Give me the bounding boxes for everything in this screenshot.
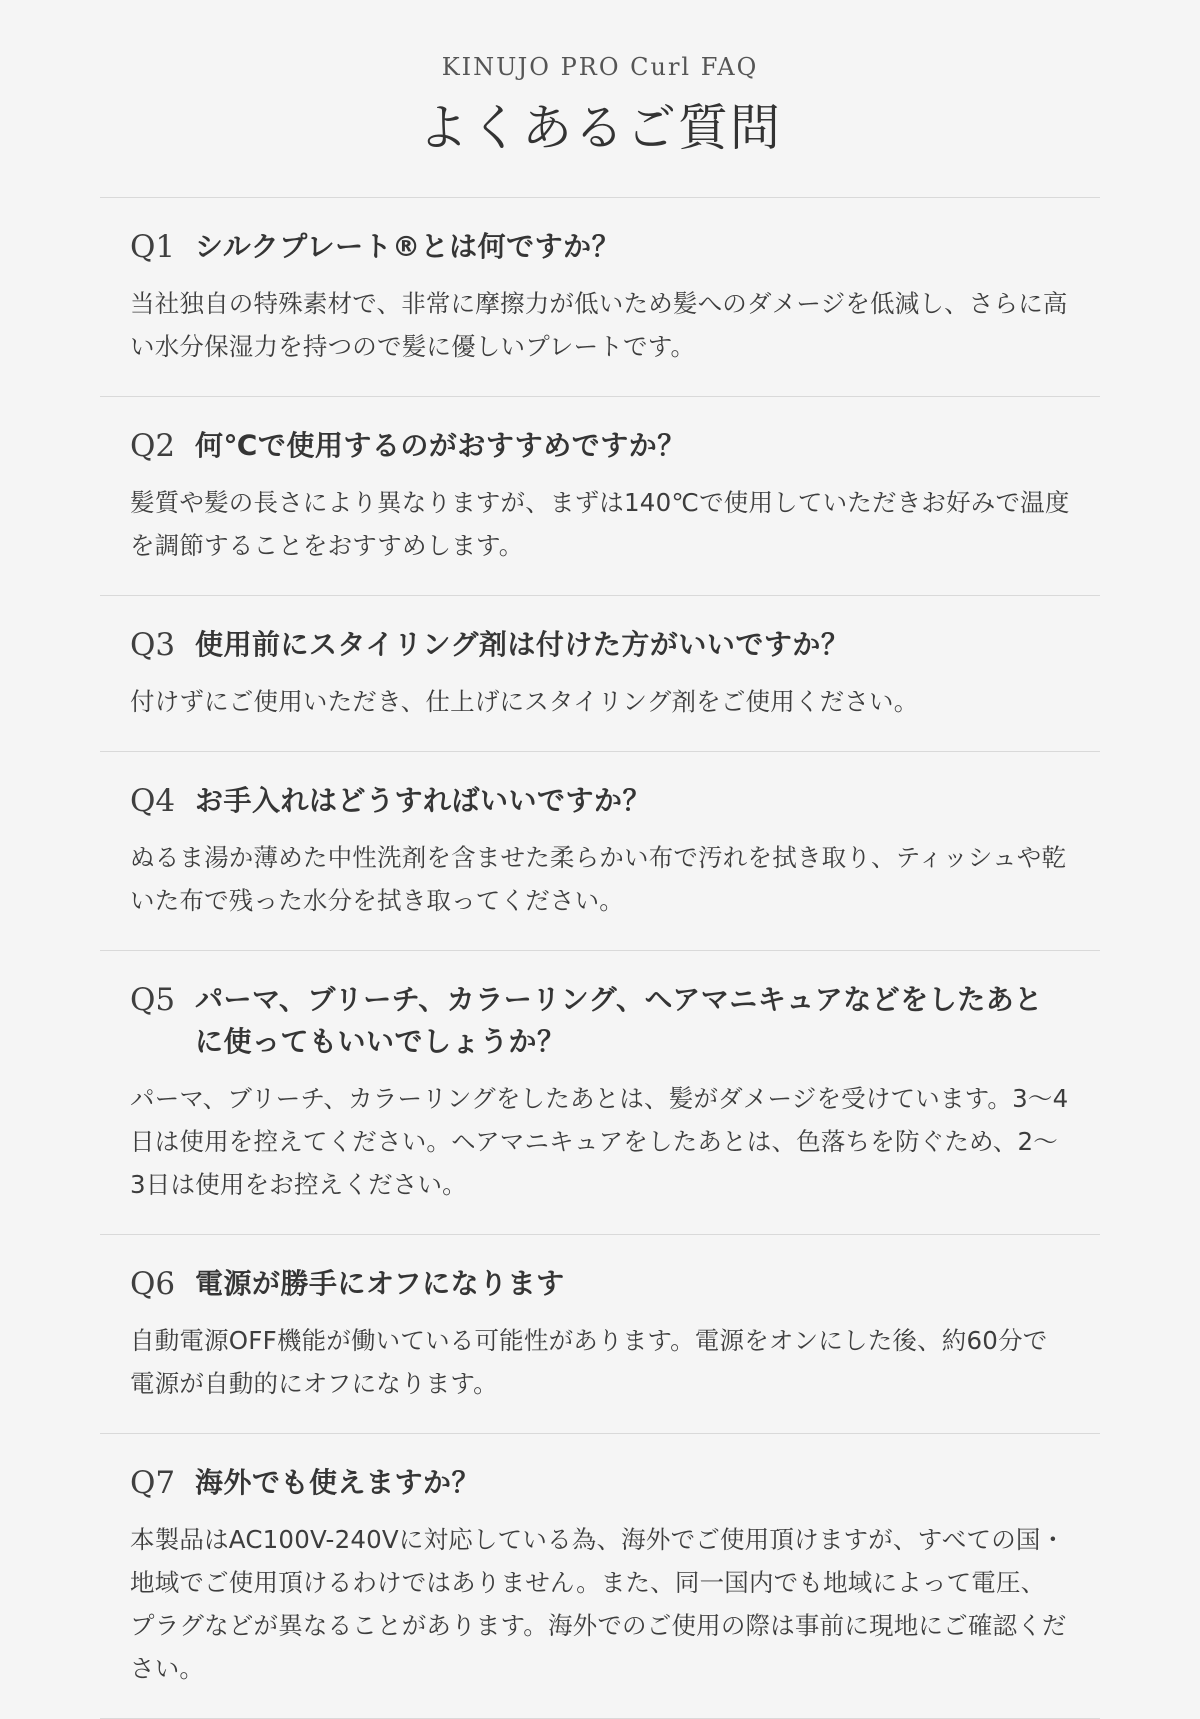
question-text: 使用前にスタイリング剤は付けた方がいいですか？	[195, 628, 850, 661]
question-number: Q3	[130, 627, 176, 663]
faq-question-row	[130, 979, 1070, 1063]
page-title: よくあるご質問	[418, 99, 782, 157]
faq-list	[100, 197, 1100, 1719]
faq-question-row	[130, 1263, 1070, 1305]
faq-item-7	[100, 1434, 1100, 1719]
question-number: Q2	[130, 428, 176, 464]
faq-question-row	[130, 226, 1070, 268]
faq-question-row	[130, 624, 1070, 666]
faq-item-3	[100, 596, 1100, 752]
answer-text: ぬるま湯か薄めた中性洗剤を含ませた柔らかい布で汚れを拭き取り、ティッシュや乾いた布で残った水分を拭き取ってください。	[130, 843, 1067, 915]
question-number: Q1	[130, 229, 176, 265]
answer-text: 自動電源OFF機能が働いている可能性があります。電源をオンにした後、約60分で電源が自動的にオフになります。	[130, 1326, 1048, 1398]
faq-item-2	[100, 397, 1100, 596]
answer-text: パーマ、ブリーチ、カラーリングをしたあとは、髪がダメージを受けています。3〜4日は使用を控えてください。ヘアマニキュアをしたあとは、色落ちを防ぐため、2〜3日は使用をお控えください。	[130, 1084, 1069, 1199]
faq-question-row	[130, 1462, 1070, 1504]
faq-eyebrow: KINUJO PRO Curl FAQ	[441, 53, 759, 81]
faq-item-1	[100, 198, 1100, 397]
faq-question-row	[130, 780, 1070, 822]
faq-item-4	[100, 752, 1100, 951]
faq-header	[0, 0, 1200, 160]
question-text: 電源が勝手にオフになります	[195, 1267, 565, 1300]
question-number: Q4	[130, 783, 176, 819]
question-number: Q6	[130, 1266, 176, 1302]
question-number: Q7	[130, 1465, 176, 1501]
question-text: シルクプレート®とは何ですか？	[195, 230, 621, 263]
answer-text: 付けずにご使用いただき、仕上げにスタイリング剤をご使用ください。	[130, 687, 919, 716]
faq-question-row	[130, 425, 1070, 467]
faq-item-5	[100, 951, 1100, 1235]
answer-text: 本製品はAC100V-240Vに対応している為、海外でご使用頂けますが、すべての国・地域でご使用頂けるわけではありません。また、同一国内でも地域によって電圧、プラグなどが異なることがあります。海外でのご使用の際は事前に現地にご確認ください。	[130, 1525, 1067, 1683]
question-text: 海外でも使えますか？	[195, 1466, 481, 1499]
question-text: パーマ、ブリーチ、カラーリング、ヘアマニキュアなどをしたあとに使ってもいいでしょうか？	[195, 983, 1043, 1058]
question-number: Q5	[130, 982, 176, 1018]
answer-text: 当社独自の特殊素材で、非常に摩擦力が低いため髪へのダメージを低減し、さらに高い水分保湿力を持つので髪に優しいプレートです。	[130, 289, 1068, 361]
question-text: 何℃で使用するのがおすすめですか？	[195, 429, 686, 462]
answer-text: 髪質や髪の長さにより異なりますが、まずは140℃で使用していただきお好みで温度を調節することをおすすめします。	[130, 488, 1070, 560]
question-text: お手入れはどうすればいいですか？	[195, 784, 652, 817]
faq-item-6	[100, 1235, 1100, 1434]
